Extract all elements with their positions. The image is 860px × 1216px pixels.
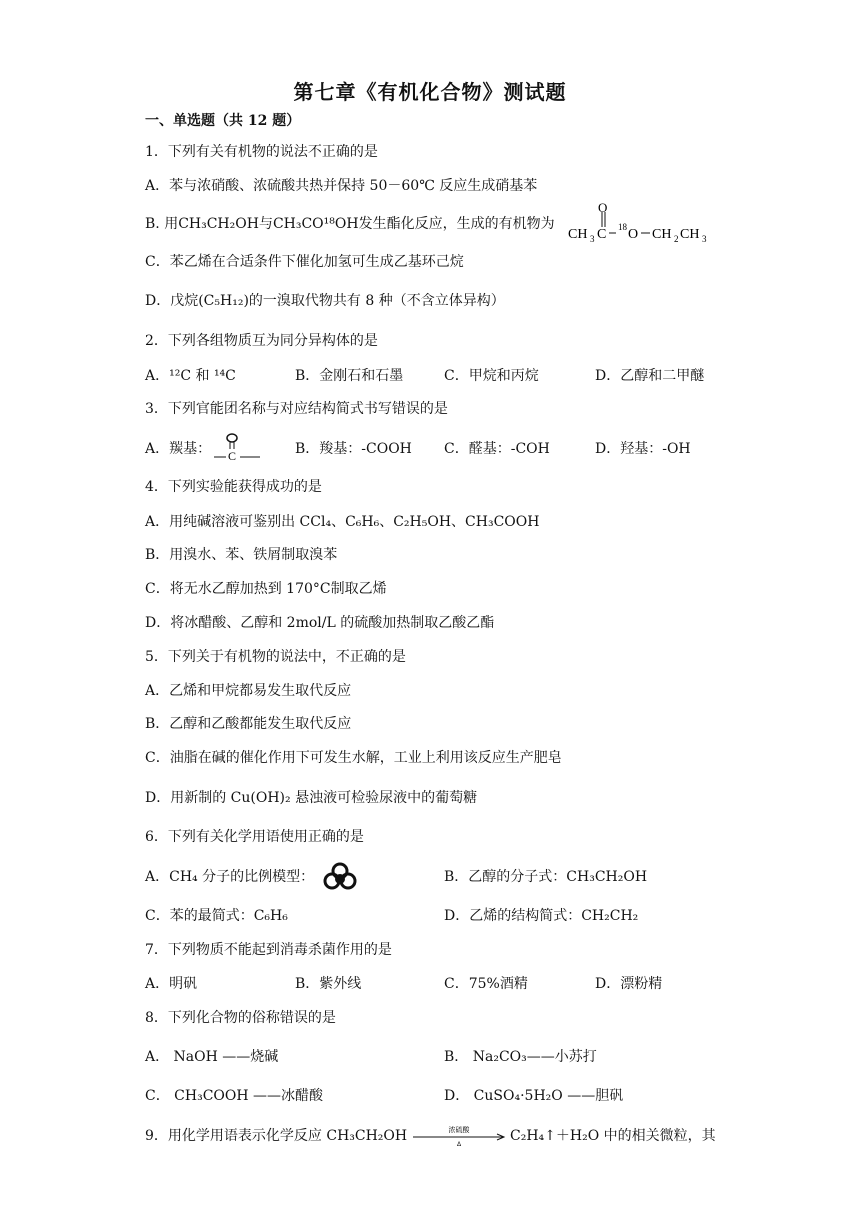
arrow-condition-bottom: Δ — [456, 1141, 462, 1148]
question-8-stem: 8．下列化合物的俗称错误的是 — [145, 1010, 336, 1026]
question-6-option-d: D．乙烯的结构简式：CH₂CH₂ — [444, 908, 639, 924]
question-5-option-b: B．乙醇和乙酸都能发生取代反应 — [145, 716, 352, 732]
question-2-option-b: B．金刚石和石墨 — [295, 368, 404, 384]
svg-text:2: 2 — [674, 234, 679, 244]
question-3-option-c: C．醛基：-COH — [444, 441, 550, 457]
methane-model-icon — [322, 862, 358, 890]
svg-text:3: 3 — [590, 234, 595, 244]
question-1-option-d: D．戊烷(C₅H₁₂)的一溴取代物共有 8 种（不含立体异构） — [145, 293, 505, 309]
question-7-option-c: C．75%酒精 — [444, 976, 528, 992]
question-1-option-a: A．苯与浓硝酸、浓硫酸共热并保持 50－60℃ 反应生成硝基苯 — [145, 178, 538, 194]
question-7-option-b: B．紫外线 — [295, 976, 362, 992]
question-9-stem-end: C₂H₄↑＋H₂O 中的相关微粒，其 — [510, 1128, 716, 1144]
question-4-option-d: D．将冰醋酸、乙醇和 2mol/L 的硫酸加热制取乙酸乙酯 — [145, 615, 495, 631]
question-2-stem: 2．下列各组物质互为同分异构体的是 — [145, 333, 378, 349]
question-1-stem: 1．下列有关有机物的说法不正确的是 — [145, 144, 378, 160]
svg-text:3: 3 — [702, 234, 707, 244]
section-heading: 一、单选题（共 12 题） — [145, 113, 301, 129]
question-8-option-d: D． CuSO₄·5H₂O ——胆矾 — [444, 1088, 624, 1104]
question-7-option-d: D．漂粉精 — [595, 976, 663, 992]
question-5-option-c: C．油脂在碱的催化作用下可发生水解，工业上利用该反应生产肥皂 — [145, 750, 562, 766]
question-7-stem: 7．下列物质不能起到消毒杀菌作用的是 — [145, 942, 392, 958]
svg-text:O: O — [598, 200, 608, 215]
question-7-option-a: A．明矾 — [145, 976, 198, 992]
page-title: 第七章《有机化合物》测试题 — [293, 80, 567, 104]
question-4-option-c: C．将无水乙醇加热到 170°C制取乙烯 — [145, 581, 387, 597]
question-8-option-a: A． NaOH ——烧碱 — [145, 1049, 279, 1065]
question-4-stem: 4．下列实验能获得成功的是 — [145, 479, 322, 495]
question-8-option-c: C． CH₃COOH ——冰醋酸 — [145, 1088, 324, 1104]
reaction-arrow-icon — [411, 1124, 507, 1150]
ester-structure-formula — [568, 200, 718, 244]
question-5-stem: 5．下列关于有机物的说法中，不正确的是 — [145, 649, 406, 665]
question-3-stem: 3．下列官能团名称与对应结构简式书写错误的是 — [145, 401, 448, 417]
svg-text:C: C — [228, 449, 237, 463]
question-2-option-d: D．乙醇和二甲醚 — [595, 368, 705, 384]
question-5-option-a: A．乙烯和甲烷都易发生取代反应 — [145, 683, 352, 699]
svg-text:O: O — [628, 227, 639, 242]
svg-text:CH: CH — [652, 227, 672, 242]
question-1-option-b: B. 用CH₃CH₂OH与CH₃CO¹⁸OH发生酯化反应，生成的有机物为 — [145, 216, 555, 232]
question-3-option-b: B．羧基：-COOH — [295, 441, 412, 457]
question-6-option-b: B．乙醇的分子式：CH₃CH₂OH — [444, 869, 648, 885]
svg-text:CH: CH — [568, 227, 588, 242]
question-3-option-a: A．羰基： — [145, 441, 212, 457]
question-2-option-c: C．甲烷和丙烷 — [444, 368, 539, 384]
question-8-option-b: B． Na₂CO₃——小苏打 — [444, 1049, 597, 1065]
question-2-option-a: A．¹²C 和 ¹⁴C — [145, 368, 236, 384]
svg-text:C: C — [597, 227, 607, 242]
question-5-option-d: D．用新制的 Cu(OH)₂ 悬浊液可检验尿液中的葡萄糖 — [145, 790, 478, 806]
svg-text:18: 18 — [618, 222, 627, 232]
question-6-option-c: C．苯的最简式：C₆H₆ — [145, 908, 288, 924]
question-9-stem-start: 9．用化学用语表示化学反应 CH₃CH₂OH — [145, 1128, 408, 1144]
arrow-condition-top: 浓硫酸 — [448, 1126, 470, 1134]
question-6-option-a: A．CH₄ 分子的比例模型： — [145, 869, 315, 885]
question-4-option-b: B．用溴水、苯、铁屑制取溴苯 — [145, 547, 338, 563]
svg-text:CH: CH — [680, 227, 700, 242]
question-6-stem: 6．下列有关化学用语使用正确的是 — [145, 829, 364, 845]
question-3-option-d: D．羟基：-OH — [595, 441, 691, 457]
question-1-option-c: C．苯乙烯在合适条件下催化加氢可生成乙基环己烷 — [145, 254, 464, 270]
carbonyl-structure-icon — [214, 433, 262, 465]
question-4-option-a: A．用纯碱溶液可鉴别出 CCl₄、C₆H₆、C₂H₅OH、CH₃COOH — [145, 514, 540, 530]
